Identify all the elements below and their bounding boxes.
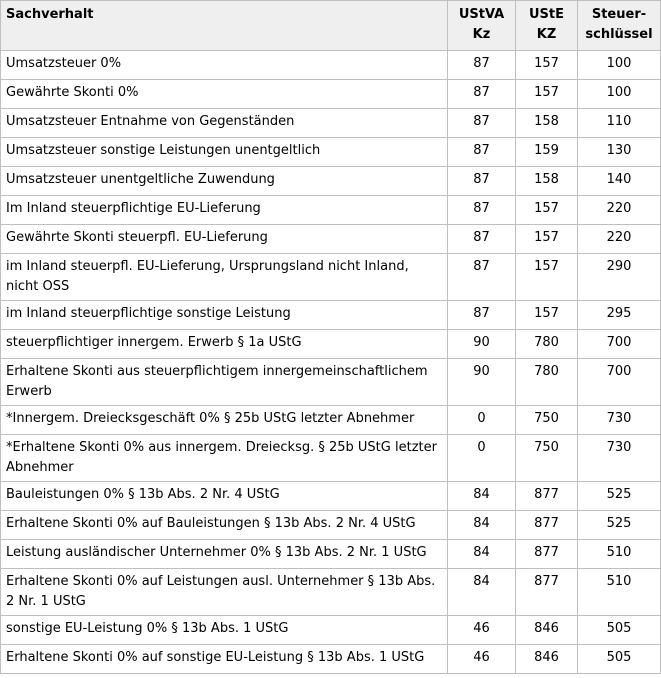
cell-uste-kz: 157 bbox=[516, 80, 578, 109]
cell-steuerschluessel: 220 bbox=[578, 196, 661, 225]
cell-ustva-kz: 84 bbox=[448, 569, 516, 616]
cell-steuerschluessel: 100 bbox=[578, 51, 661, 80]
cell-ustva-kz: 87 bbox=[448, 51, 516, 80]
cell-sachverhalt: Erhaltene Skonti 0% auf Leistungen ausl. Unternehmer § 13b Abs. 2 Nr. 1 UStG bbox=[1, 569, 448, 616]
cell-sachverhalt: Im Inland steuerpflichtige EU-Lieferung bbox=[1, 196, 448, 225]
cell-ustva-kz: 87 bbox=[448, 167, 516, 196]
cell-sachverhalt: Bauleistungen 0% § 13b Abs. 2 Nr. 4 UStG bbox=[1, 482, 448, 511]
cell-ustva-kz: 46 bbox=[448, 645, 516, 674]
header-schluessel-line1: Steuer- bbox=[591, 7, 647, 22]
cell-uste-kz: 158 bbox=[516, 167, 578, 196]
cell-uste-kz: 157 bbox=[516, 225, 578, 254]
cell-uste-kz: 159 bbox=[516, 138, 578, 167]
cell-sachverhalt: Umsatzsteuer unentgeltliche Zuwendung bbox=[1, 167, 448, 196]
cell-uste-kz: 750 bbox=[516, 406, 578, 435]
header-steuerschluessel bbox=[578, 1, 661, 51]
header-ustva-line2: Kz bbox=[472, 27, 491, 42]
cell-uste-kz: 846 bbox=[516, 616, 578, 645]
header-uste-kz bbox=[516, 1, 578, 51]
cell-ustva-kz: 84 bbox=[448, 482, 516, 511]
header-uste-line1: UStE bbox=[528, 7, 564, 22]
cell-ustva-kz: 87 bbox=[448, 80, 516, 109]
table-row bbox=[1, 511, 661, 540]
table-row bbox=[1, 540, 661, 569]
table-row bbox=[1, 80, 661, 109]
cell-uste-kz: 877 bbox=[516, 540, 578, 569]
cell-sachverhalt: steuerpflichtiger innergem. Erwerb § 1a UStG bbox=[1, 330, 448, 359]
table-row bbox=[1, 109, 661, 138]
cell-uste-kz: 157 bbox=[516, 254, 578, 301]
table-row bbox=[1, 406, 661, 435]
cell-uste-kz: 157 bbox=[516, 301, 578, 330]
cell-ustva-kz: 46 bbox=[448, 616, 516, 645]
cell-steuerschluessel: 525 bbox=[578, 482, 661, 511]
cell-uste-kz: 157 bbox=[516, 51, 578, 80]
table-row bbox=[1, 51, 661, 80]
cell-sachverhalt: Umsatzsteuer Entnahme von Gegenständen bbox=[1, 109, 448, 138]
cell-ustva-kz: 87 bbox=[448, 254, 516, 301]
table-row bbox=[1, 196, 661, 225]
table-row bbox=[1, 254, 661, 301]
cell-sachverhalt: Erhaltene Skonti 0% auf sonstige EU-Leistung § 13b Abs. 1 UStG bbox=[1, 645, 448, 674]
cell-sachverhalt: Erhaltene Skonti 0% auf Bauleistungen § 13b Abs. 2 Nr. 4 UStG bbox=[1, 511, 448, 540]
header-ustva-line1: UStVA bbox=[458, 7, 505, 22]
cell-steuerschluessel: 510 bbox=[578, 540, 661, 569]
cell-sachverhalt: *Erhaltene Skonti 0% aus innergem. Dreiecksg. § 25b UStG letzter Abnehmer bbox=[1, 435, 448, 482]
table-row bbox=[1, 330, 661, 359]
header-row bbox=[1, 1, 661, 51]
cell-ustva-kz: 0 bbox=[448, 435, 516, 482]
cell-steuerschluessel: 700 bbox=[578, 359, 661, 406]
cell-steuerschluessel: 140 bbox=[578, 167, 661, 196]
cell-steuerschluessel: 525 bbox=[578, 511, 661, 540]
table-row bbox=[1, 138, 661, 167]
cell-sachverhalt: Erhaltene Skonti aus steuerpflichtigem innergemeinschaftlichem Erwerb bbox=[1, 359, 448, 406]
cell-uste-kz: 750 bbox=[516, 435, 578, 482]
cell-uste-kz: 877 bbox=[516, 482, 578, 511]
cell-ustva-kz: 84 bbox=[448, 540, 516, 569]
cell-ustva-kz: 87 bbox=[448, 196, 516, 225]
table-row bbox=[1, 167, 661, 196]
cell-uste-kz: 877 bbox=[516, 511, 578, 540]
header-sachverhalt: Sachverhalt bbox=[1, 1, 448, 51]
table-body bbox=[1, 51, 661, 674]
cell-uste-kz: 157 bbox=[516, 196, 578, 225]
cell-steuerschluessel: 295 bbox=[578, 301, 661, 330]
table-row bbox=[1, 569, 661, 616]
cell-sachverhalt: sonstige EU-Leistung 0% § 13b Abs. 1 UStG bbox=[1, 616, 448, 645]
cell-uste-kz: 846 bbox=[516, 645, 578, 674]
table-row bbox=[1, 301, 661, 330]
header-ustva-kz bbox=[448, 1, 516, 51]
cell-ustva-kz: 87 bbox=[448, 225, 516, 254]
cell-steuerschluessel: 700 bbox=[578, 330, 661, 359]
cell-ustva-kz: 84 bbox=[448, 511, 516, 540]
table-row bbox=[1, 359, 661, 406]
cell-uste-kz: 877 bbox=[516, 569, 578, 616]
cell-ustva-kz: 90 bbox=[448, 359, 516, 406]
cell-steuerschluessel: 505 bbox=[578, 616, 661, 645]
cell-uste-kz: 158 bbox=[516, 109, 578, 138]
cell-sachverhalt: Gewährte Skonti steuerpfl. EU-Lieferung bbox=[1, 225, 448, 254]
cell-uste-kz: 780 bbox=[516, 330, 578, 359]
cell-ustva-kz: 87 bbox=[448, 138, 516, 167]
cell-sachverhalt: Umsatzsteuer sonstige Leistungen unentgeltlich bbox=[1, 138, 448, 167]
cell-ustva-kz: 87 bbox=[448, 301, 516, 330]
cell-steuerschluessel: 110 bbox=[578, 109, 661, 138]
cell-sachverhalt: Umsatzsteuer 0% bbox=[1, 51, 448, 80]
table-row bbox=[1, 616, 661, 645]
cell-steuerschluessel: 130 bbox=[578, 138, 661, 167]
cell-sachverhalt: *Innergem. Dreiecksgeschäft 0% § 25b UStG letzter Abnehmer bbox=[1, 406, 448, 435]
cell-steuerschluessel: 290 bbox=[578, 254, 661, 301]
cell-ustva-kz: 90 bbox=[448, 330, 516, 359]
cell-sachverhalt: Leistung ausländischer Unternehmer 0% § 13b Abs. 2 Nr. 1 UStG bbox=[1, 540, 448, 569]
cell-uste-kz: 780 bbox=[516, 359, 578, 406]
cell-ustva-kz: 0 bbox=[448, 406, 516, 435]
cell-steuerschluessel: 510 bbox=[578, 569, 661, 616]
table-row bbox=[1, 225, 661, 254]
cell-steuerschluessel: 505 bbox=[578, 645, 661, 674]
table-row bbox=[1, 435, 661, 482]
table-row bbox=[1, 645, 661, 674]
header-schluessel-line2: schlüssel bbox=[585, 27, 653, 42]
cell-steuerschluessel: 730 bbox=[578, 406, 661, 435]
cell-steuerschluessel: 220 bbox=[578, 225, 661, 254]
cell-steuerschluessel: 730 bbox=[578, 435, 661, 482]
table-row bbox=[1, 482, 661, 511]
cell-sachverhalt: Gewährte Skonti 0% bbox=[1, 80, 448, 109]
cell-sachverhalt: im Inland steuerpflichtige sonstige Leistung bbox=[1, 301, 448, 330]
cell-sachverhalt: im Inland steuerpfl. EU-Lieferung, Ursprungsland nicht Inland, nicht OSS bbox=[1, 254, 448, 301]
cell-steuerschluessel: 100 bbox=[578, 80, 661, 109]
cell-ustva-kz: 87 bbox=[448, 109, 516, 138]
header-uste-line2: KZ bbox=[536, 27, 557, 42]
